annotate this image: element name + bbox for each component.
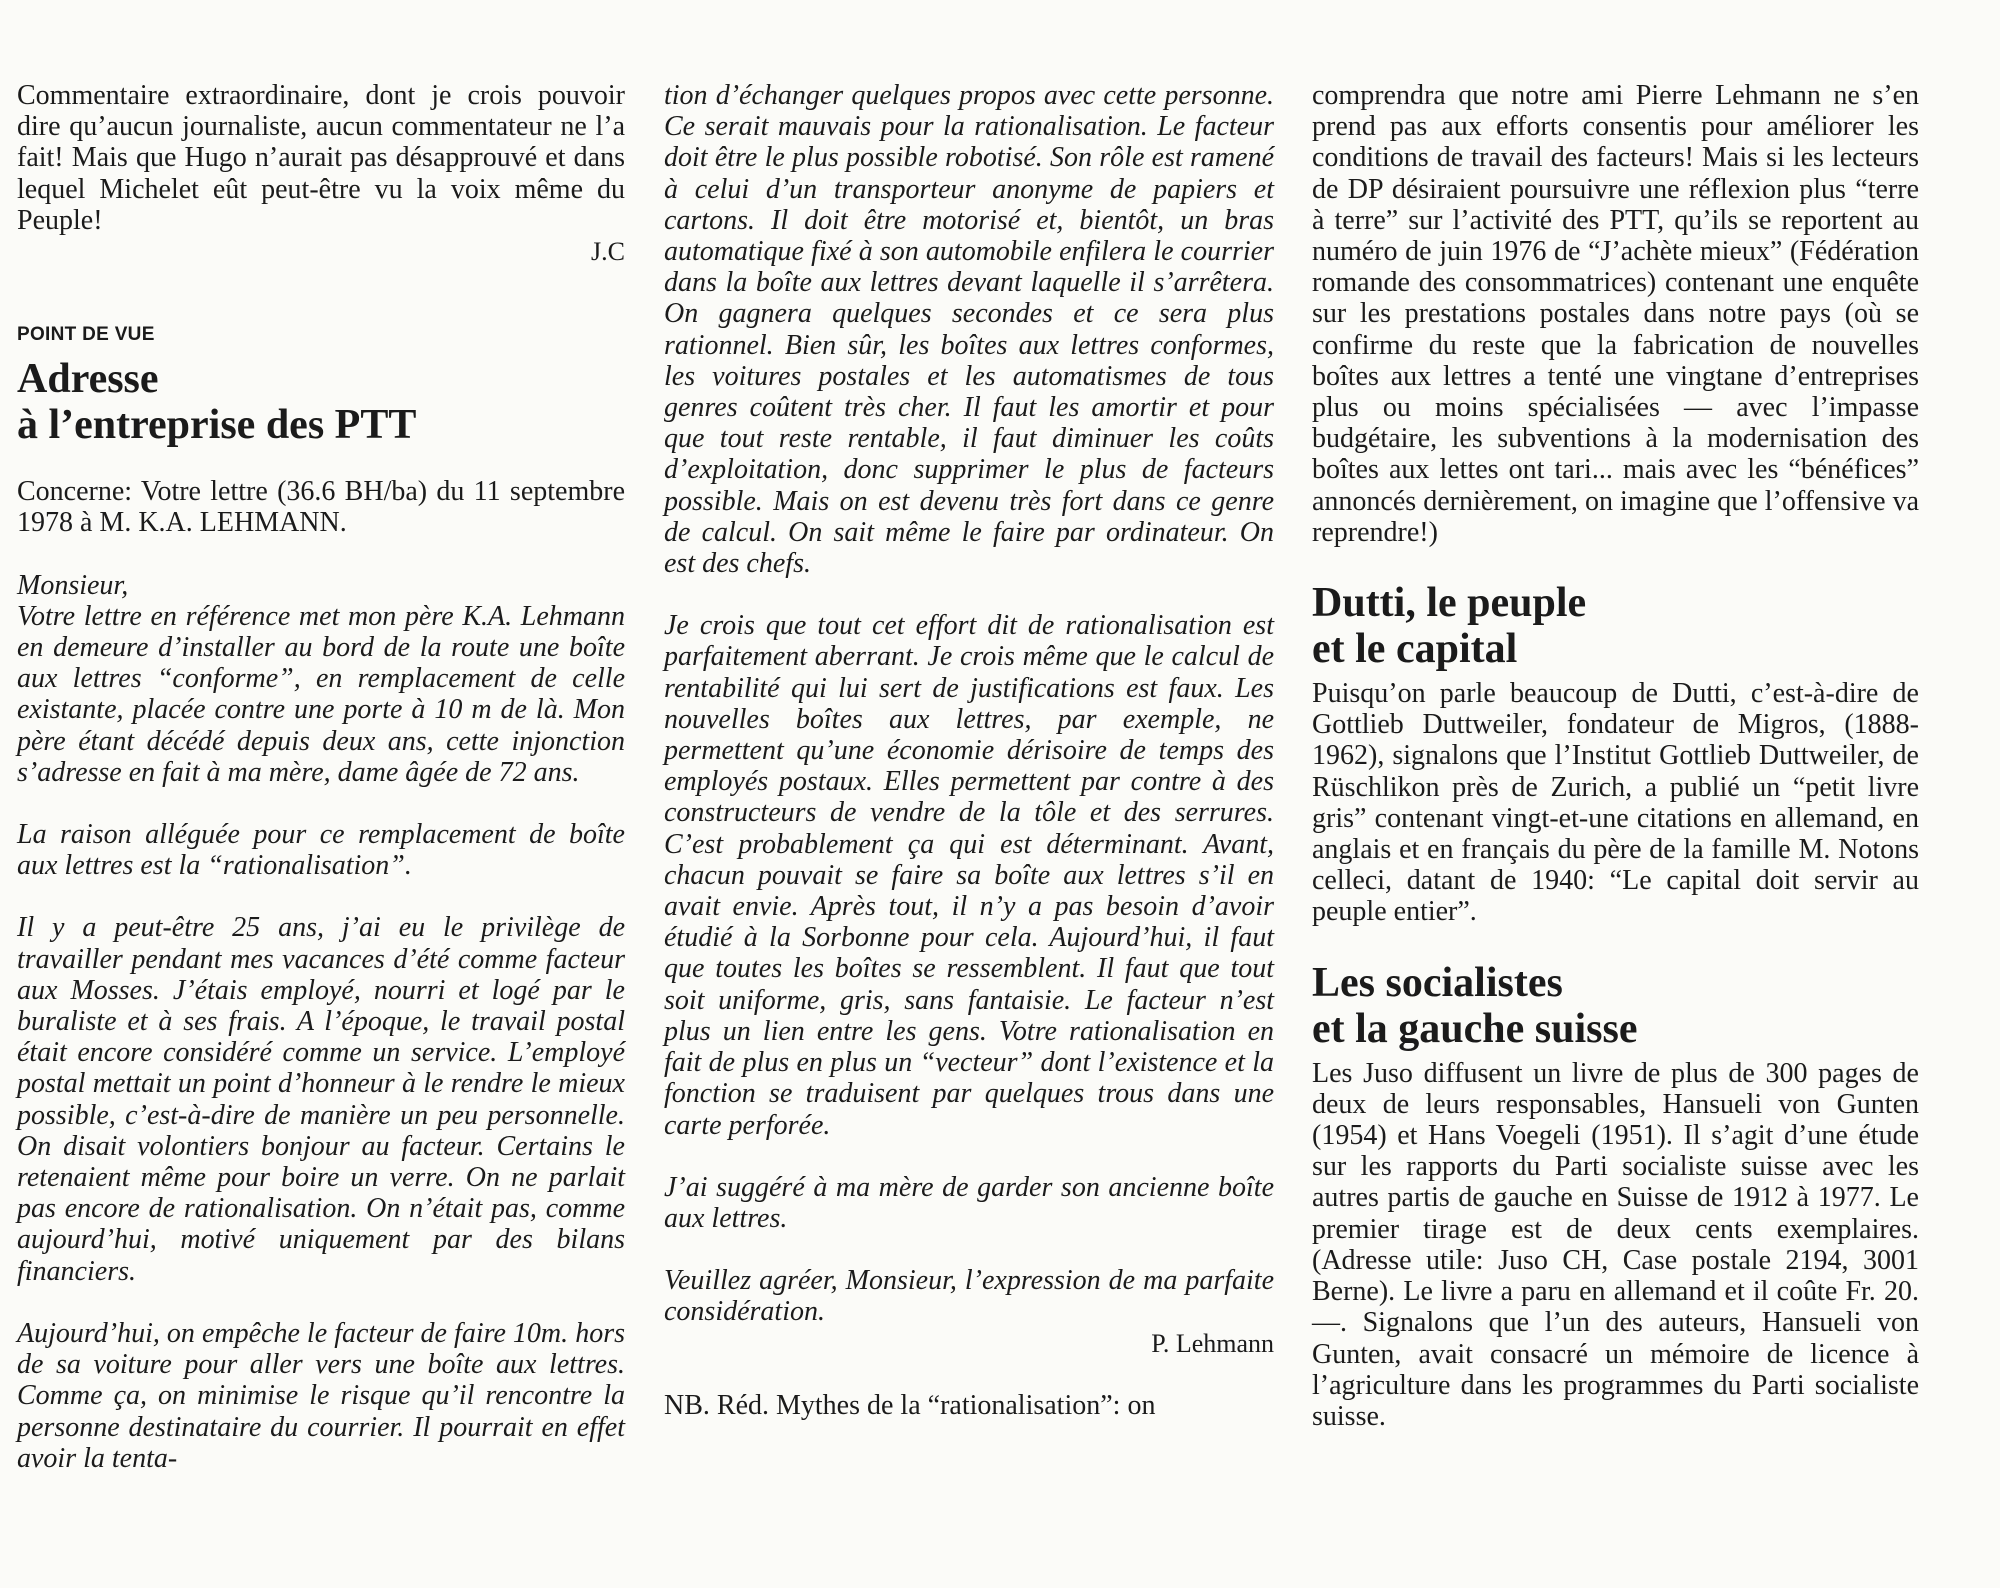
letter-signature: P. Lehmann — [1151, 1328, 1274, 1358]
intro-paragraph: Commentaire extraordinaire, dont je crois pouvoir dire qu’aucun journaliste, aucun commentateur ne l’a fait! Mais que Hugo n’aurait pas désapprouvé et dans lequel Michelet eût peut-être vu la voix même du Peuple! — [17, 80, 625, 236]
letter-paragraph: Il y a peut-être 25 ans, j’ai eu le privilège de travailler pendant mes vacances d’été comme facteur aux Mosses. J’étais employé, nourri et logé par le buraliste et à ses frais. A l’époque, le travail postal était encore considéré comme un service. L’employé postal mettait un point d’honneur à le rendre le mieux possible, c’est-à-dire de manière un peu personnelle. On disait volontiers bonjour au facteur. Certains le retenaient même pour boire un verre. On ne parlait pas encore de rationalisation. On n’était pas, comme aujourd’hui, motivé uniquement par des bilans financiers. — [17, 912, 625, 1287]
editor-note-continued: comprendra que notre ami Pierre Lehmann ne s’en prend pas aux efforts consentis pour améliorer les conditions de travail des facteurs! Mais si les lecteurs de DP désiraient poursuivre une réflexion plus “terre à terre” sur l’activité des PTT, qu’ils se reportent au numéro de juin 1976 de “J’achète mieux” (Fédération romande des consommatrices) contenant une enquête sur les prestations postales dans notre pays (où se confirme du reste que la fabrication de nouvelles boîtes aux lettres a tenté une vingtane d’entreprises plus ou moins spécialisées — avec l’impasse budgétaire, les subventions à la modernisation des boîtes aux lettes ont tari... mais avec les “bénéfices” annoncés dernièrement, on imagine que l’offensive va reprendre!) — [1312, 80, 1919, 548]
article-title-line2: et la gauche suisse — [1312, 1005, 1638, 1052]
column-right — [1312, 80, 1919, 1432]
article-paragraph: Puisqu’on parle beaucoup de Dutti, c’est-à-dire de Gottlieb Duttweiler, fondateur de Migros, (1888-1962), signalons que l’Institut Gottlieb Duttweiler, de Rüschlikon près de Zurich, a publié un “petit livre gris” contenant vingt-et-une citations en allemand, en anglais et en français du père de la famille M. Notons celleci, datant de 1940: “Le capital doit servir au peuple entier”. — [1312, 678, 1919, 928]
intro-signature: J.C — [591, 237, 625, 267]
article-title-line2: et le capital — [1312, 626, 1518, 673]
article-paragraph: Les Juso diffusent un livre de plus de 300 pages de deux de leurs responsables, Hansueli von Gunten (1954) et Hans Voegeli (1951). Il s’agit d’une étude sur les rapports du Parti socialiste suisse avec les autres partis de gauche en Suisse de 1912 à 1977. Le premier tirage est de deux cents exemplaires. (Adresse utile: Juso CH, Case postale 2194, 3001 Berne). Le livre a paru en allemand et il coûte Fr. 20.—. Signalons que l’un des auteurs, Hansueli von Gunten, avait consacré un mémoire de licence à l’agriculture dans les programmes du Parti socialiste suisse. — [1312, 1057, 1919, 1432]
letter-closing: Veuillez agréer, Monsieur, l’expression de ma parfaite considération. — [664, 1265, 1274, 1328]
article-title-line1: Adresse — [17, 356, 159, 403]
section-kicker: POINT DE VUE — [17, 324, 155, 346]
letter-paragraph: J’ai suggéré à ma mère de garder son ancienne boîte aux lettres. — [664, 1171, 1274, 1234]
letter-paragraph: La raison alléguée pour ce remplacement de boîte aux lettres est la “rationalisation”. — [17, 819, 625, 882]
article-title-line1: Dutti, le peuple — [1312, 580, 1587, 627]
letter-salutation: Monsieur, — [17, 569, 129, 601]
letter-paragraph: Je crois que tout cet effort dit de rationalisation est parfaitement aberrant. Je crois même que le calcul de rentabilité qui lui sert de justifications est faux. Les nouvelles boîtes aux lettres, par exemple, ne permettent qu’une économie dérisoire de temps des employés postaux. Elles permettent par contre à des constructeurs de vendre de la tôle et des serrures. C’est probablement ça qui est déterminant. Avant, chacun pouvait se faire sa boîte aux lettres s’il en avait envie. Après tout, il n’y a pas besoin d’avoir étudié à la Sorbonne pour cela. Aujourd’hui, il faut que toutes les boîtes se ressemblent. Il faut que tout soit uniforme, gris, sans fantaisie. Le facteur n’est plus un lien entre les gens. Votre rationalisation en fait de plus en plus un “vecteur” dont l’existence et la fonction se traduisent par quelques trous dans une carte perforée. — [664, 610, 1274, 1141]
column-middle — [664, 80, 1274, 1421]
letter-paragraph: tion d’échanger quelques propos avec cette personne. Ce serait mauvais pour la rationalisation. Le facteur doit être le plus possible robotisé. Son rôle est ramené à celui d’un transporteur anonyme de papiers et cartons. Il doit être motorisé et, bientôt, un bras automatique fixé à son automobile enfilera le courrier dans la boîte aux lettres devant laquelle il s’arrêtera. On gagnera quelques secondes et ce sera plus rationnel. Bien sûr, les boîtes aux lettres conformes, les voitures postales et les automatismes de tous genres coûtent très cher. Il faut les amortir et pour que tout reste rentable, il faut diminuer les coûts d’exploitation, donc supprimer le plus de facteurs possible. Mais on est devenu très fort dans ce genre de calcul. On sait même le faire par ordinateur. On est des chefs. — [664, 80, 1274, 580]
letter-paragraph: Aujourd’hui, on empêche le facteur de faire 10m. hors de sa voiture pour aller vers une boîte aux lettres. Comme ça, on minimise le risque qu’il rencontre la personne destinataire du courrier. Il pourrait en effet avoir la tenta- — [17, 1317, 625, 1474]
editor-note: NB. Réd. Mythes de la “rationalisation”: on — [664, 1389, 1156, 1421]
article-title-line2: à l’entreprise des PTT — [17, 402, 417, 449]
concerne-line: Concerne: Votre lettre (36.6 BH/ba) du 11 septembre 1978 à M. K.A. LEHMANN. — [17, 476, 625, 539]
column-left — [17, 80, 625, 1474]
letter-paragraph: Votre lettre en référence met mon père K.A. Lehmann en demeure d’installer au bord de la route une boîte aux lettres “conforme”, en remplacement de celle existante, placée contre une porte à 10 m de là. Mon père étant décédé depuis deux ans, cette injonction s’adresse en fait à ma mère, dame âgée de 72 ans. — [17, 600, 625, 788]
article-title-line1: Les socialistes — [1312, 959, 1563, 1006]
